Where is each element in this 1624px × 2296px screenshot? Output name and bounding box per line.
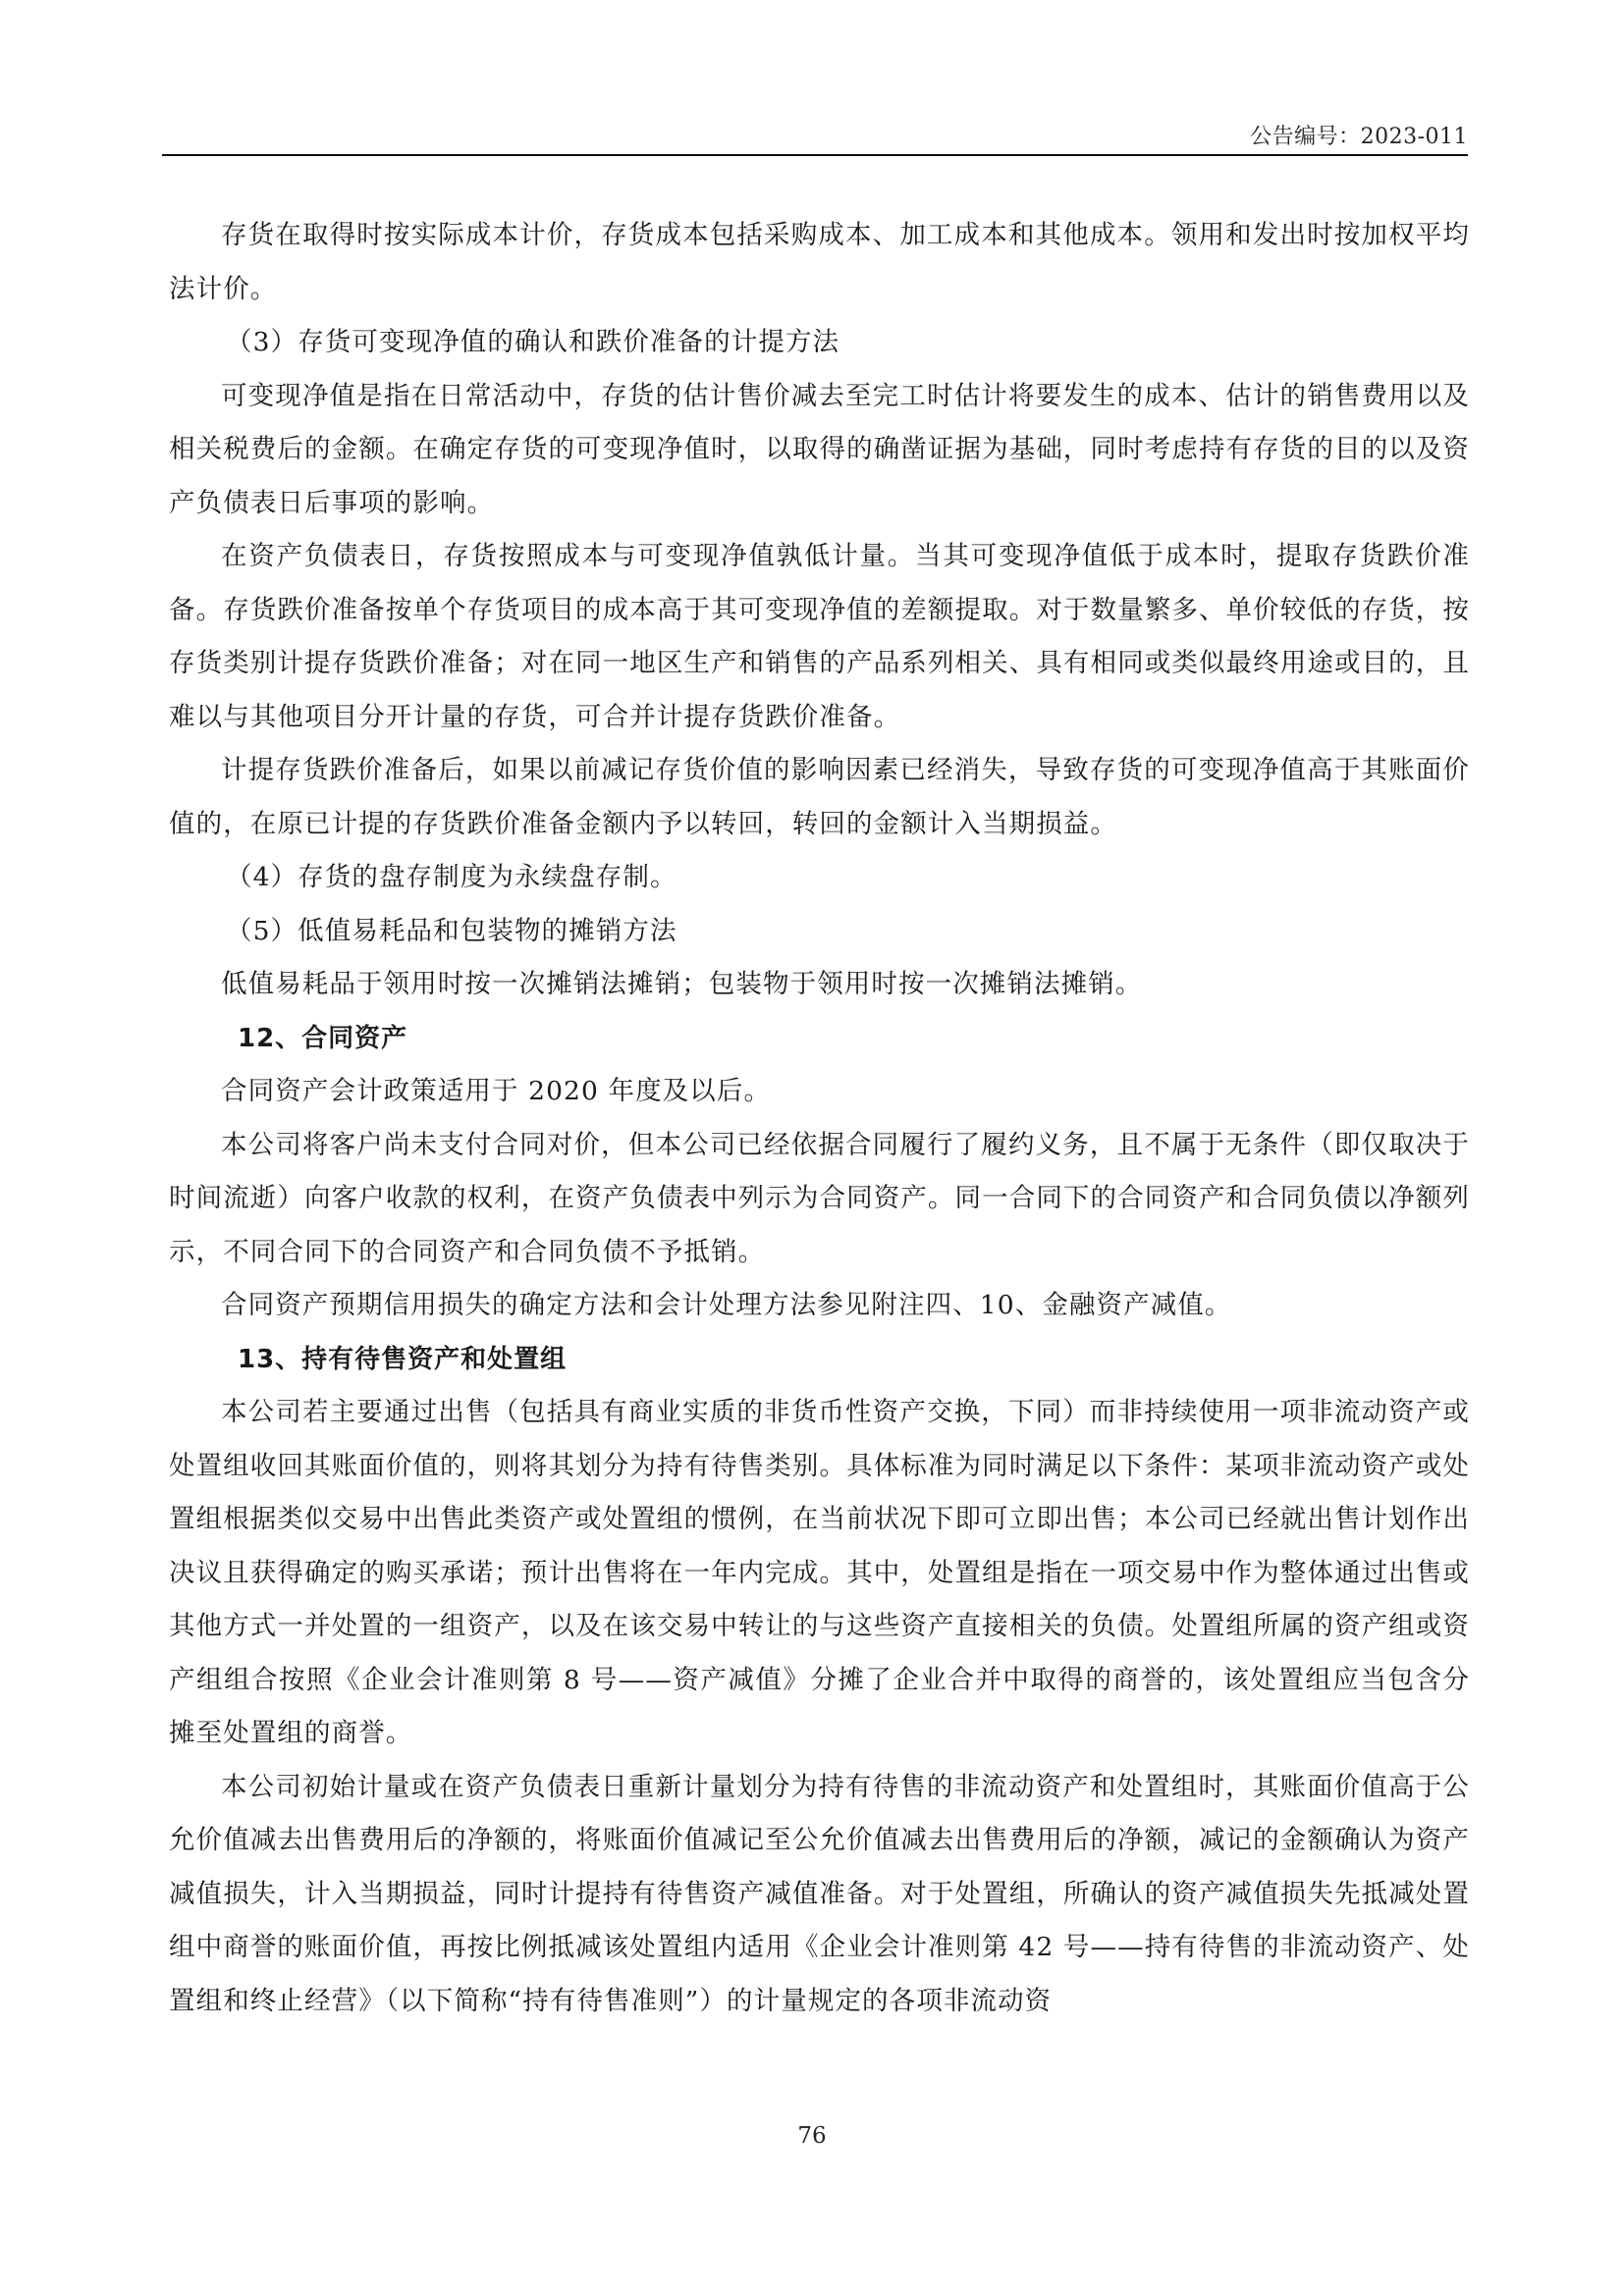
paragraph-impairment-provision: 在资产负债表日，存货按照成本与可变现净值孰低计量。当其可变现净值低于成本时，提取存货跌价准备。存货跌价准备按单个存货项目的成本高于其可变现净值的差额提取。对于数量繁多、单价较低的存货，按存货类别计提存货跌价准备；对在同一地区生产和销售的产品系列相关、具有相同或类似最终用途或目的，且难以与其他项目分开计量的存货，可合并计提存货跌价准备。 bbox=[169, 541, 1470, 732]
paragraph-inventory-cost: 存货在取得时按实际成本计价，存货成本包括采购成本、加工成本和其他成本。领用和发出时按加权平均法计价。 bbox=[169, 220, 1470, 304]
subsection-5-title: （5）低值易耗品和包装物的摊销方法 bbox=[226, 915, 677, 946]
paragraph-amortization: 低值易耗品于领用时按一次摊销法摊销；包装物于领用时按一次摊销法摊销。 bbox=[221, 969, 1143, 999]
section-13-heading: 13、持有待售资产和处置组 bbox=[238, 1344, 568, 1374]
section-12-heading: 12、合同资产 bbox=[238, 1023, 408, 1053]
document-body bbox=[169, 209, 1470, 2028]
paragraph-contract-assets-scope: 合同资产会计政策适用于 2020 年度及以后。 bbox=[221, 1076, 772, 1106]
page-number: 76 bbox=[797, 2123, 827, 2149]
paragraph-net-realizable-value: 可变现净值是指在日常活动中，存货的估计售价减去至完工时估计将要发生的成本、估计的销售费用以及相关税费后的金额。在确定存货的可变现净值时，以取得的确凿证据为基础，同时考虑持有存货的目的以及资产负债表日后事项的影响。 bbox=[169, 380, 1470, 518]
page-header bbox=[162, 116, 1468, 155]
subsection-4-title: （4）存货的盘存制度为永续盘存制。 bbox=[226, 862, 677, 892]
header-divider bbox=[162, 154, 1468, 156]
subsection-3-title: （3）存货可变现净值的确认和跌价准备的计提方法 bbox=[226, 327, 840, 357]
paragraph-provision-reversal: 计提存货跌价准备后，如果以前减记存货价值的影响因素已经消失，导致存货的可变现净值高于其账面价值的，在原已计提的存货跌价准备金额内予以转回，转回的金额计入当期损益。 bbox=[169, 755, 1470, 839]
paragraph-contract-assets-credit-loss: 合同资产预期信用损失的确定方法和会计处理方法参见附注四、10、金融资产减值。 bbox=[221, 1290, 1232, 1320]
paragraph-held-for-sale-criteria: 本公司若主要通过出售（包括具有商业实质的非货币性资产交换，下同）而非持续使用一项非流动资产或处置组收回其账面价值的，则将其划分为持有待售类别。具体标准为同时满足以下条件：某项非流动资产或处置组根据类似交易中出售此类资产或处置组的惯例，在当前状况下即可立即出售；本公司已经就出售计划作出决议且获得确定的购买承诺；预计出售将在一年内完成。其中，处置组是指在一项交易中作为整体通过出售或其他方式一并处置的一组资产，以及在该交易中转让的与这些资产直接相关的负债。处置组所属的资产组或资产组组合按照《企业会计准则第 8 号——资产减值》分摊了企业合并中取得的商誉的，该处置组应当包含分摊至处置组的商誉。 bbox=[169, 1397, 1470, 1748]
paragraph-held-for-sale-measurement: 本公司初始计量或在资产负债表日重新计量划分为持有待售的非流动资产和处置组时，其账面价值高于公允价值减去出售费用后的净额的，将账面价值减记至公允价值减去出售费用后的净额，减记的金额确认为资产减值损失，计入当期损益，同时计提持有待售资产减值准备。对于处置组，所确认的资产减值损失先抵减处置组中商誉的账面价值，再按比例抵减该处置组内适用《企业会计准则第 42 号——持有待售的非流动资产、处置组和终止经营》（以下简称“持有待售准则”）的计量规定的各项非流动资 bbox=[169, 1771, 1470, 2016]
announcement-number: 公告编号：2023-011 bbox=[1250, 125, 1468, 149]
paragraph-contract-assets-definition: 本公司将客户尚未支付合同对价，但本公司已经依据合同履行了履约义务，且不属于无条件（即仅取决于时间流逝）向客户收款的权利，在资产负债表中列示为合同资产。同一合同下的合同资产和合同负债以净额列示，不同合同下的合同资产和合同负债不予抵销。 bbox=[169, 1129, 1470, 1267]
